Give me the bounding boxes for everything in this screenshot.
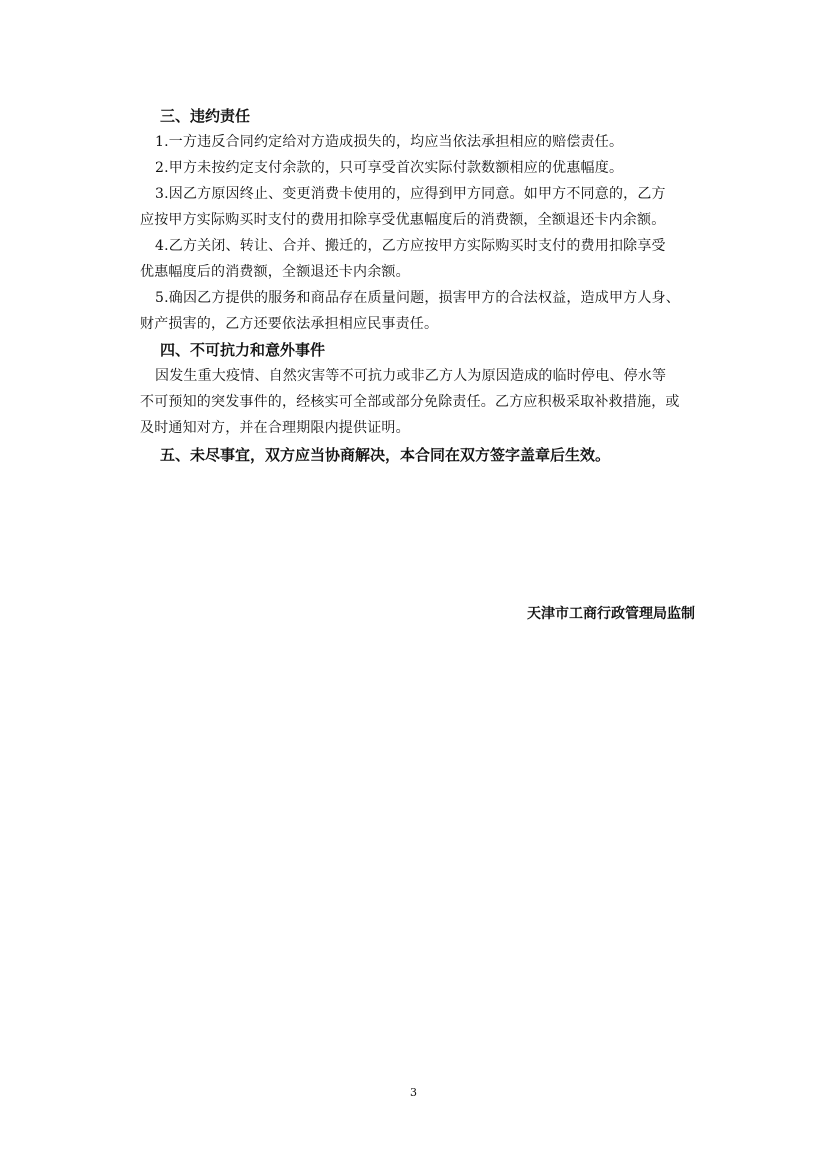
section-4-title: 四、不可抗力和意外事件 [160, 341, 326, 359]
section-3-title: 三、违约责任 [160, 107, 251, 125]
section-5-statement: 五、未尽事宜，双方应当协商解决，本合同在双方签字盖章后生效。 [160, 446, 611, 464]
contract-body [140, 103, 695, 469]
section-4-paragraph-line-1: 因发生重大疫情、自然灾害等不可抗力或非乙方人为原因造成的临时停电、停水等 [155, 368, 667, 384]
section-3-clause-5-line-1: 5.确因乙方提供的服务和商品存在质量问题，损害甲方的合法权益，造成甲方人身、 [155, 290, 680, 306]
page-number: 3 [410, 1086, 417, 1099]
section-3-clause-3-line-1: 3.因乙方原因终止、变更消费卡使用的，应得到甲方同意。如甲方不同意的，乙方 [155, 186, 666, 202]
section-3-clause-4-line-2: 优惠幅度后的消费额，全额退还卡内余额。 [140, 264, 410, 280]
section-4-paragraph-line-3: 及时通知对方，并在合理期限内提供证明。 [140, 420, 410, 436]
section-4-paragraph-line-2: 不可预知的突发事件的，经核实可全部或部分免除责任。乙方应积极采取补救措施，或 [140, 394, 680, 410]
section-3-clause-2: 2.甲方未按约定支付余款的，只可享受首次实际付款数额相应的优惠幅度。 [155, 160, 624, 176]
section-3-clause-3-line-2: 应按甲方实际购买时支付的费用扣除享受优惠幅度后的消费额，全额退还卡内余额。 [140, 212, 666, 228]
supervising-authority: 天津市工商行政管理局监制 [527, 606, 695, 622]
section-3-clause-1: 1.一方违反合同约定给对方造成损失的，均应当依法承担相应的赔偿责任。 [155, 134, 624, 150]
section-3-clause-4-line-1: 4.乙方关闭、转让、合并、搬迁的，乙方应按甲方实际购买时支付的费用扣除享受 [155, 238, 666, 254]
section-3-clause-5-line-2: 财产损害的，乙方还要依法承担相应民事责任。 [140, 316, 439, 332]
